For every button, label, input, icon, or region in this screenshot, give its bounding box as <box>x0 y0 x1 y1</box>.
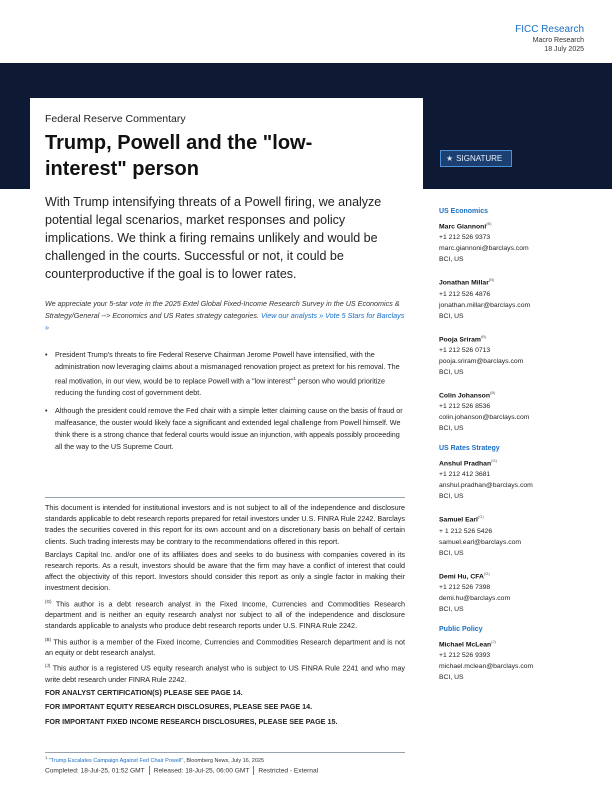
bullet-item <box>45 349 407 399</box>
analyst-phone: +1 212 526 4876 <box>439 290 491 298</box>
analyst-name <box>439 274 589 288</box>
analyst-contact <box>439 511 589 558</box>
analyst-entity: BCI, US <box>439 493 464 501</box>
disclaimer <box>45 502 405 730</box>
analyst-email[interactable]: pooja.sriram@barclays.com <box>439 357 524 365</box>
footnote <box>45 754 405 765</box>
disclaimer-paragraph <box>45 596 405 632</box>
analyst-name-text: Jonathan Millar <box>439 279 489 287</box>
analyst-name <box>439 387 589 401</box>
report-date: 18 July 2025 <box>544 46 584 53</box>
analyst-contact <box>439 443 589 502</box>
bullet-icon: • <box>45 406 48 416</box>
bullet-text: President Trump's threats to fire Federal Reserve Chairman Jerome Powell have intensified, with the administration now leveraging claims about a mismanaged renovation project as pretext for his removal. The real motivation, in our view, would be to replace Powell with a "low interest" <box>55 350 400 386</box>
analyst-phone: +1 212 526 9393 <box>439 652 491 660</box>
bullet-text: Although the president could remove the Fed chair with a simple letter claiming cause on the basis of fraud or malfeasance, the ouster would likely face a significant and extended legal challenge from Powell himself. We think there is a strong chance that federal courts would issue an injunction, with appeals possibly proceeding all the way to the US Supreme Court. <box>55 406 403 452</box>
analyst-marker: (G) <box>483 570 490 576</box>
disclaimer-paragraph <box>45 634 405 659</box>
vote-text: We appreciate your 5-star vote in the 2025 Extel Global Fixed-Income Research Survey in the US Economics & Strategy/General --> Economics and US Rates strategy categories. <box>45 299 400 320</box>
equity-disclosure-note: FOR IMPORTANT EQUITY RESEARCH DISCLOSURES, PLEASE SEE PAGE 14. <box>45 702 313 712</box>
analyst-name <box>439 636 589 650</box>
marker: (J) <box>45 663 51 669</box>
analyst-contact <box>439 274 589 321</box>
footnote-source: , Bloomberg News, July 16, 2025 <box>183 757 265 764</box>
key-points <box>45 349 407 459</box>
analyst-entity: BCI, US <box>439 256 464 264</box>
analyst-name-text: Demi Hu, CFA <box>439 572 484 580</box>
analyst-email[interactable]: jonathan.millar@barclays.com <box>439 301 531 309</box>
analyst-contact <box>439 387 589 434</box>
analyst-email[interactable]: michael.mclean@barclays.com <box>439 663 534 671</box>
analyst-marker: (B) <box>480 333 487 339</box>
released-timestamp: Released: 18-Jul-25, 06:00 GMT <box>153 767 250 775</box>
analyst-entity: BCI, US <box>439 425 464 433</box>
analyst-entity: BCI, US <box>439 368 464 376</box>
analyst-phone: + 1 212 526 5426 <box>439 527 493 535</box>
analyst-phone: +1 212 412 3681 <box>439 471 491 479</box>
analyst-phone: +1 212 526 7398 <box>439 583 491 591</box>
analyst-email[interactable]: anshul.pradhan@barclays.com <box>439 482 533 490</box>
bullet-text-tail: person who would prioritize reducing the funding cost of government debt. <box>55 376 386 398</box>
analyst-name-text: Colin Johanson <box>439 392 490 400</box>
analyst-entity: BCI, US <box>439 312 464 320</box>
analyst-phone: +1 212 526 0713 <box>439 346 491 354</box>
analyst-name-text: Anshul Pradhan <box>439 460 492 468</box>
analyst-name-text: Marc Giannoni <box>439 223 487 231</box>
analyst-phone: +1 212 526 8536 <box>439 403 491 411</box>
analyst-name-text: Pooja Sriram <box>439 335 481 343</box>
disclaimer-paragraph: Barclays Capital Inc. and/or one of its affiliates does and seeks to do business with companies covered in its research reports. As a result, investors should be aware that the firm may have a conflict of interest that could affect the objectivity of this report. Investors should consider this report as only a single factor in making their investment decision. <box>45 549 405 593</box>
disclaimer-paragraph <box>45 660 405 685</box>
analyst-entity: BCI, US <box>439 674 464 682</box>
fixed-income-disclosure-note: FOR IMPORTANT FIXED INCOME RESEARCH DISCLOSURES, PLEASE SEE PAGE 15. <box>45 716 338 726</box>
completed-timestamp: Completed: 18-Jul-25, 01:52 GMT <box>45 767 145 775</box>
disclaimer-paragraph: This document is intended for institutional investors and is not subject to all of the independence and disclosure standards applicable to debt research reports prepared for retail investors under U.S. FINRA Rule 2242. Barclays trades the securities covered in this report for its own account and on a discretionary basis on behalf of certain clients. Such trading interests may be contrary to the recommendations offered in this report. <box>45 503 405 546</box>
report-title: Trump, Powell and the "low-interest" person <box>45 132 313 180</box>
analyst-contact <box>439 206 589 265</box>
analyst-name <box>439 568 589 582</box>
report-header <box>515 24 584 53</box>
disclaimer-text: This author is a registered US equity research analyst who is subject to US FINRA Rule 2241 and who may write debt research under FINRA Rule 2242. <box>45 663 405 685</box>
analyst-name-text: Samuel Earl <box>439 516 478 524</box>
section-heading: US Economics <box>439 208 489 215</box>
analyst-email[interactable]: demi.hu@barclays.com <box>439 594 511 602</box>
separator <box>253 766 254 775</box>
signature-badge <box>440 150 512 167</box>
bullet-icon: • <box>45 350 48 359</box>
divider <box>45 752 405 753</box>
analyst-email[interactable]: colin.johanson@barclays.com <box>439 414 530 422</box>
analyst-sidebar <box>439 206 589 692</box>
analyst-email[interactable]: samuel.earl@barclays.com <box>439 538 522 546</box>
report-summary: With Trump intensifying threats of a Powell firing, we analyze potential legal scenarios, market responses and policy implications. We think a firing remains unlikely and would be challenged in the courts. Successful or not, it could be counterproductive if the goal is to lower rates. <box>45 195 382 281</box>
analyst-contact <box>439 624 589 683</box>
analyst-name <box>439 455 589 469</box>
survey-vote-note <box>45 298 410 334</box>
disclaimer-text: This author is a debt research analyst in the Fixed Income, Currencies and Commodities Research department and is neither an equity research analyst nor subject to all of the independence and disclosure standards applicable to analysts who produce debt research reports under U.S. FINRA Rule 2242. <box>45 599 405 631</box>
analyst-name-text: Michael McLean <box>439 641 492 649</box>
analyst-name <box>439 331 589 345</box>
certification-note: FOR ANALYST CERTIFICATION(S) PLEASE SEE PAGE 14. <box>45 688 243 698</box>
analyst-marker: (B) <box>488 277 495 283</box>
section-heading: Public Policy <box>439 625 483 633</box>
report-kicker: Federal Reserve Commentary <box>45 113 186 125</box>
analyst-marker: (J) <box>491 638 496 644</box>
analyst-email[interactable]: marc.giannoni@barclays.com <box>439 245 529 253</box>
report-meta <box>45 766 318 776</box>
section-heading: US Rates Strategy <box>439 445 500 453</box>
analyst-contact <box>439 568 589 615</box>
analyst-marker: (G) <box>491 458 497 464</box>
analyst-marker: (B) <box>489 389 496 395</box>
analyst-name <box>439 511 589 525</box>
footnote-link[interactable]: "Trump Escalates Campaign Against Fed Chair Powell" <box>48 757 184 764</box>
analyst-marker: (B) <box>486 221 492 226</box>
unit-label: Macro Research <box>532 37 584 44</box>
analyst-entity: BCI, US <box>439 605 464 613</box>
analyst-contact <box>439 331 589 378</box>
marker: (B) <box>45 636 51 642</box>
footnote-ref[interactable]: 1 <box>293 376 296 381</box>
vote-link[interactable]: View our analysts » Vote 5 Stars for Barclays » <box>45 311 405 332</box>
footnote-number: 1 <box>45 755 48 760</box>
restriction-label: Restricted - External <box>258 767 319 775</box>
disclaimer-text: This author is a member of the Fixed Income, Currencies and Commodities Research department and is not an equity or debt research analyst. <box>45 637 405 658</box>
analyst-marker: (G) <box>477 514 484 520</box>
bullet-item <box>45 405 407 453</box>
analyst-phone: +1 212 526 9373 <box>439 234 491 242</box>
signature-label: SIGNATURE <box>456 154 503 163</box>
analyst-entity: BCI, US <box>439 549 464 557</box>
divider <box>45 497 405 498</box>
separator <box>149 766 150 775</box>
star-icon: ★ <box>446 154 454 163</box>
analyst-name <box>439 218 589 232</box>
marker: (G) <box>45 598 52 604</box>
brand-label: FICC Research <box>515 24 584 35</box>
